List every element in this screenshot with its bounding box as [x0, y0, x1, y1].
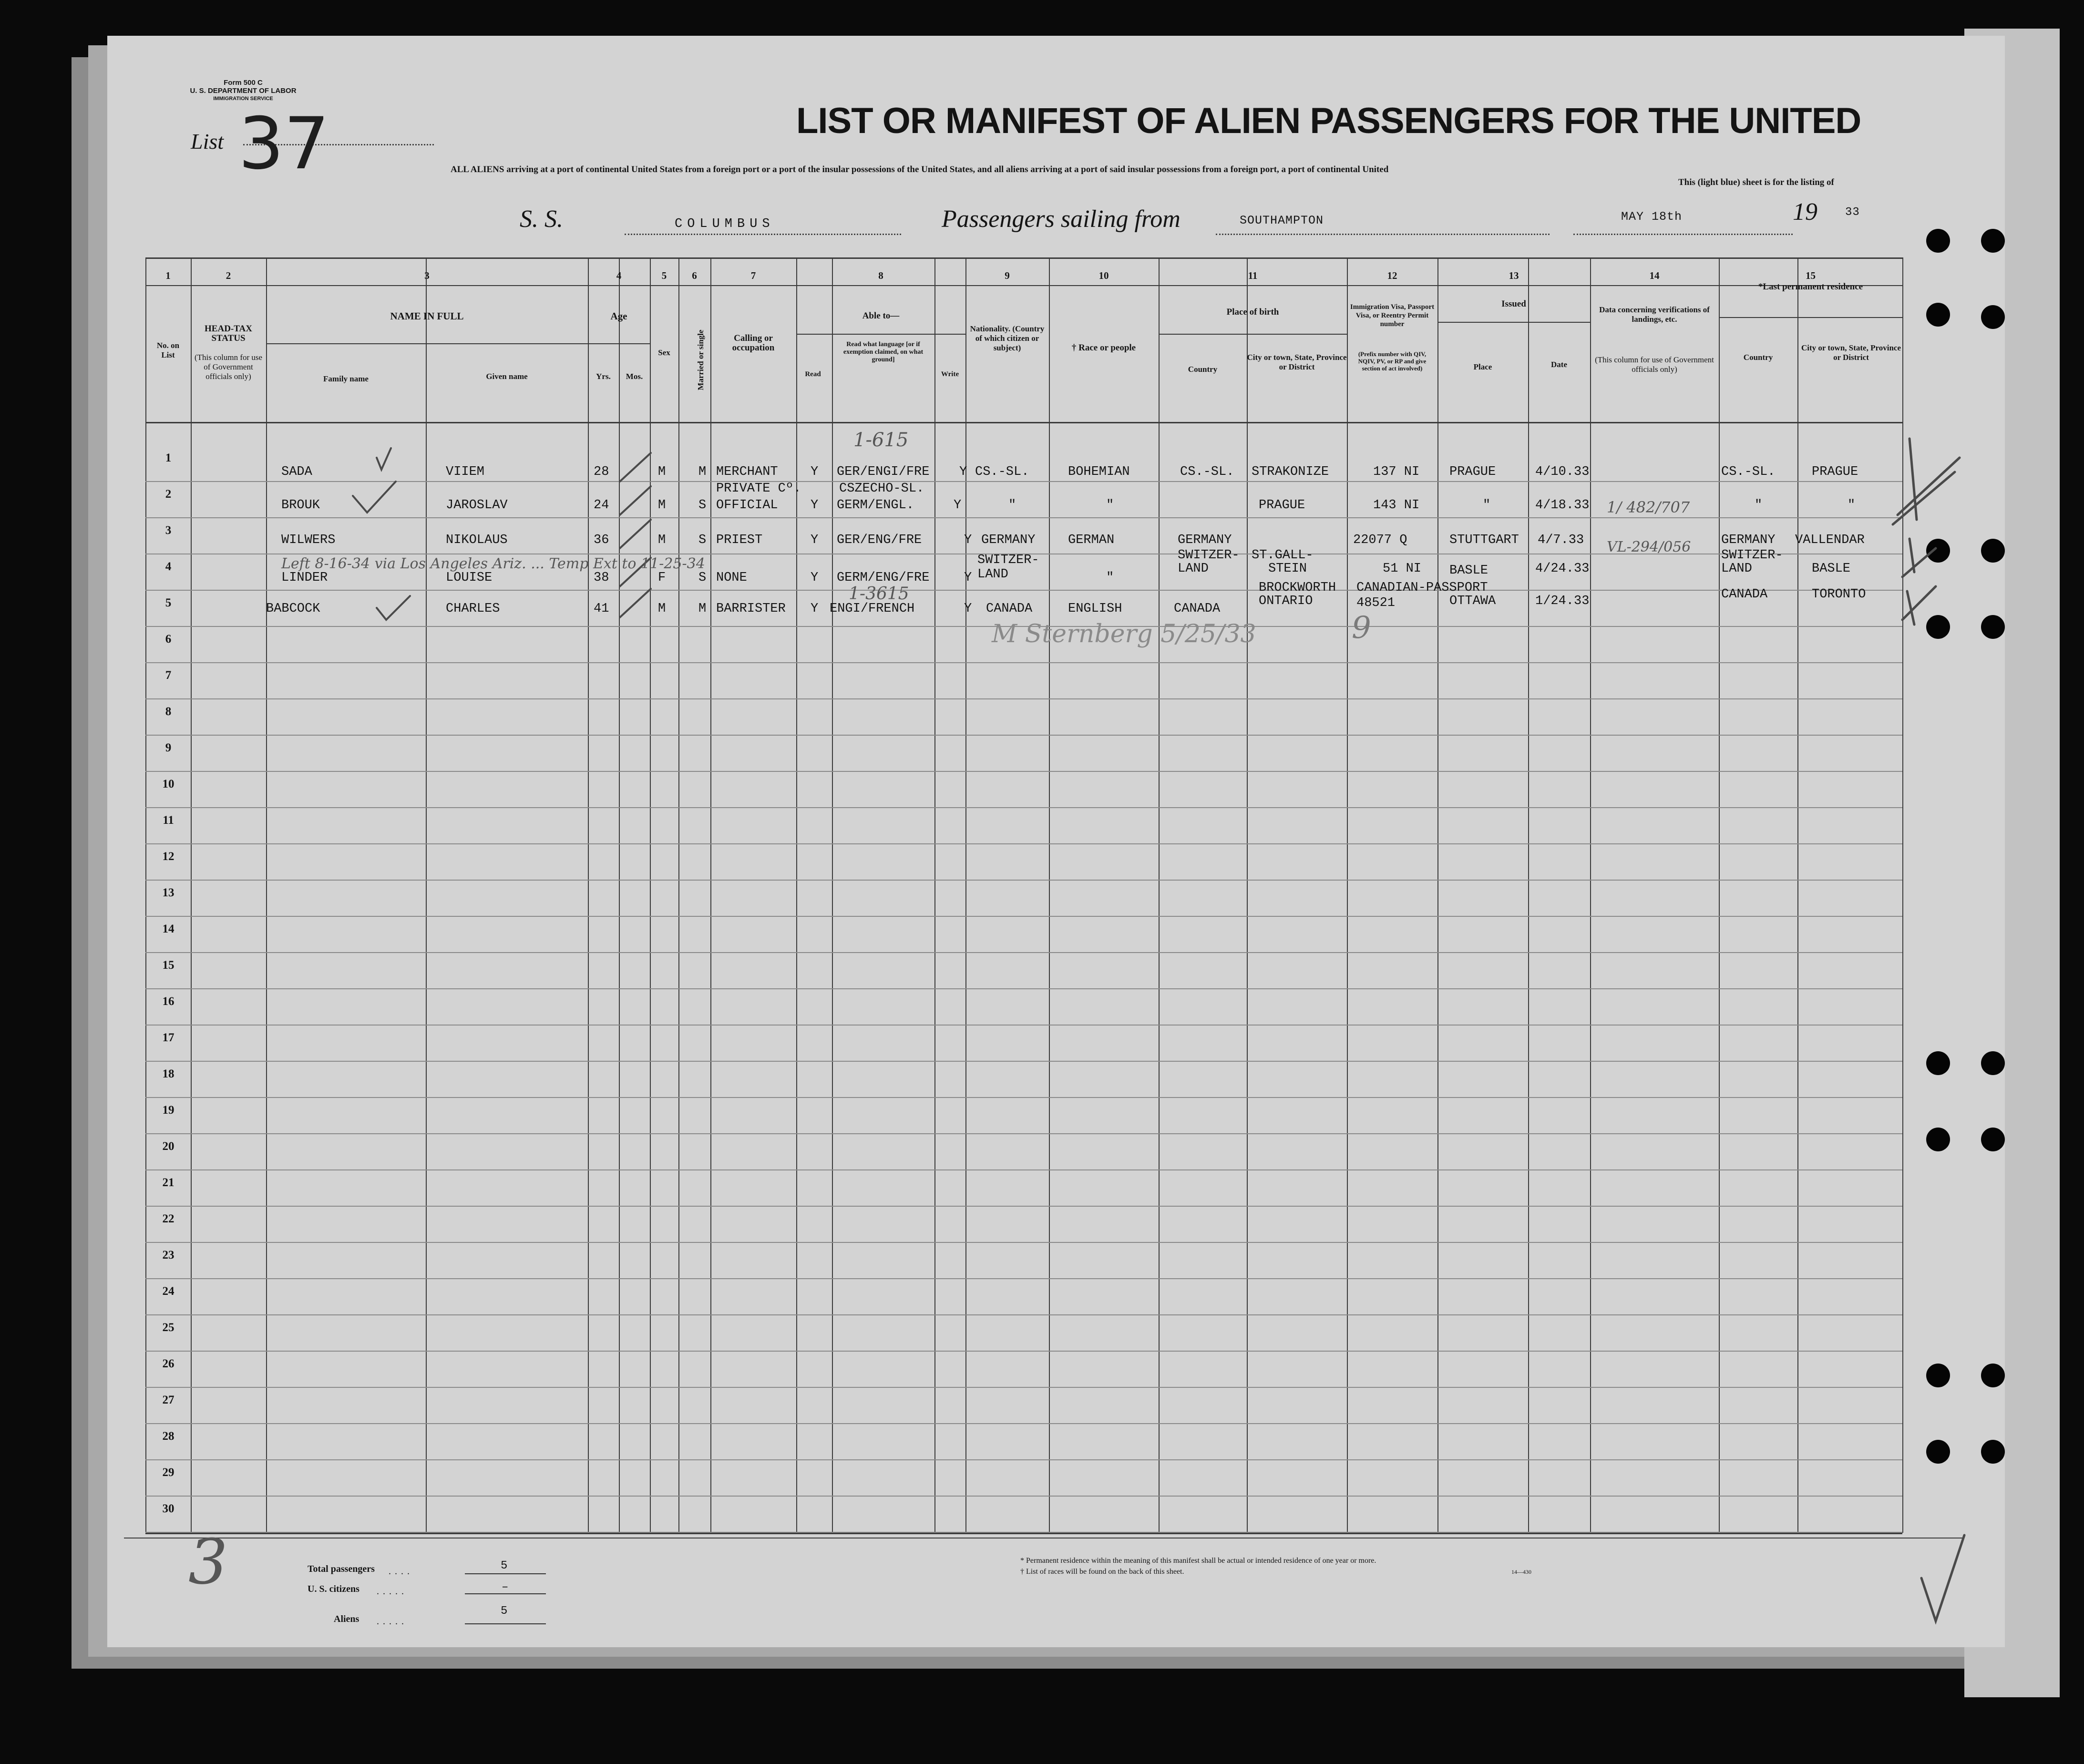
- ss-label: S. S.: [520, 205, 563, 233]
- row-number: 28: [162, 1430, 175, 1443]
- check-mark: [377, 596, 410, 620]
- hdr-able-to: Able to—: [862, 311, 900, 321]
- sailing-date: MAY 18th: [1621, 210, 1683, 224]
- age-yrs: 24: [594, 498, 609, 513]
- colnum-12: 12: [1387, 270, 1397, 281]
- family-name: BROUK: [281, 498, 320, 513]
- res-city: BASLE: [1812, 562, 1851, 576]
- hdr-read-language: Read what language [or if exemption claimed, on what ground]: [843, 341, 924, 363]
- footnote-residence: * Permanent residence within the meaning of this manifest shall be actual or intended residence of one year or more.: [1020, 1557, 1376, 1565]
- hdr-issued: Issued: [1501, 299, 1526, 309]
- read: Y: [811, 465, 819, 479]
- row-number: 9: [165, 741, 172, 754]
- visa: 51 NI: [1383, 562, 1422, 576]
- hdr-place-of-birth: Place of birth: [1226, 307, 1279, 317]
- hdr-nationality: Nationality. (Country of which citizen or subject): [970, 324, 1045, 352]
- calling: MERCHANT: [716, 465, 778, 479]
- subtitle-line1: ALL ALIENS arriving at a port of continental United States from a foreign port or a port of the insular possessions of the United States, and all aliens arriving at a port of said insular possessions from a foreign port, a port of continental United: [451, 164, 1389, 174]
- us-citizens-label: U. S. citizens: [308, 1584, 359, 1594]
- birth-city-line1: BROCKWORTH: [1259, 581, 1336, 595]
- row-number: 26: [162, 1357, 175, 1370]
- list-number: 37: [238, 103, 329, 185]
- res-city: TORONTO: [1812, 587, 1866, 602]
- colnum-13: 13: [1509, 270, 1519, 281]
- given-name: CHARLES: [446, 602, 500, 616]
- subtitle-line2: This (light blue) sheet is for the listing of: [1678, 177, 1834, 187]
- year-prefix: 19: [1793, 198, 1817, 226]
- birth-city-line1: ST.GALL-: [1252, 548, 1314, 563]
- birth-city: STEIN: [1268, 562, 1307, 576]
- sex: F: [658, 571, 666, 585]
- visa-line1: CANADIAN-PASSPORT: [1356, 581, 1488, 595]
- read: Y: [811, 498, 819, 513]
- hdr-visa: Immigration Visa, Passport Visa, or Reentry Permit number: [1350, 303, 1435, 328]
- row-number: 14: [162, 923, 175, 935]
- form-number: Form 500 C: [224, 79, 263, 87]
- visa: 48521: [1356, 596, 1396, 610]
- hdr-birth-country: Country: [1188, 365, 1218, 374]
- marital: M: [698, 465, 707, 479]
- row-number: 4: [165, 560, 172, 573]
- row-number: 13: [162, 886, 175, 899]
- family-name: SADA: [281, 465, 312, 479]
- hdr-name-in-full: NAME IN FULL: [390, 310, 464, 322]
- visa: 137 NI: [1373, 465, 1420, 479]
- hdr-issued-place: Place: [1473, 362, 1492, 371]
- res-country: CS.-SL.: [1721, 465, 1776, 479]
- colnum-2: 2: [226, 270, 231, 281]
- stamp-signature: M Sternberg 5/25/33: [992, 620, 1256, 648]
- nationality: CANADA: [986, 602, 1033, 616]
- hdr-married-or-single: Married or single: [696, 329, 705, 390]
- age-yrs: 41: [594, 602, 609, 616]
- row-number: 18: [162, 1067, 175, 1080]
- write: Y: [964, 533, 972, 547]
- race: GERMAN: [1068, 533, 1115, 547]
- row-number: 6: [165, 633, 172, 646]
- row-number: 8: [165, 705, 172, 718]
- age-yrs: 36: [594, 533, 609, 547]
- res-country: GERMANY: [1721, 533, 1776, 547]
- hdr-visa-note: (Prefix number with QIV, NQIV, PV, or RP and give section of act involved): [1358, 350, 1427, 372]
- handwritten-code-row1: 1-615: [853, 429, 909, 451]
- age-yrs: 28: [594, 465, 609, 479]
- calling: NONE: [716, 571, 747, 585]
- issued-place: PRAGUE: [1449, 465, 1496, 479]
- nationality: ": [1008, 498, 1016, 513]
- issued-place: STUTTGART: [1449, 533, 1519, 547]
- colnum-15: 15: [1806, 270, 1816, 281]
- language: GER/ENG/FRE: [837, 533, 922, 547]
- hdr-race: † Race or people: [1071, 343, 1136, 353]
- row-number: 27: [162, 1394, 175, 1406]
- row-number: 2: [165, 488, 172, 501]
- hdr-calling: Calling or occupation: [732, 333, 775, 353]
- hdr-res-city: City or town, State, Province or District: [1801, 343, 1901, 362]
- hdr-yrs: Yrs.: [596, 372, 611, 381]
- res-city: VALLENDAR: [1795, 533, 1865, 547]
- service: IMMIGRATION SERVICE: [213, 96, 273, 102]
- total-passengers-label: Total passengers: [308, 1564, 375, 1574]
- dot-leader: .....: [377, 1586, 408, 1597]
- hdr-sex: Sex: [658, 348, 670, 357]
- age-yrs: 38: [594, 571, 609, 585]
- calling-line1: PRIVATE Cº.: [716, 482, 801, 496]
- sailing-label: Passengers sailing from: [942, 205, 1181, 233]
- row-number: 23: [162, 1249, 175, 1261]
- issued-date: 1/24.33: [1535, 594, 1590, 608]
- calling: OFFICIAL: [716, 498, 778, 513]
- marital: S: [698, 533, 707, 547]
- row-number: 19: [162, 1104, 175, 1117]
- handwritten-verification-3: VL-294/056: [1607, 539, 1691, 555]
- write: Y: [959, 465, 967, 479]
- handwritten-nine: 9: [1352, 610, 1371, 646]
- hdr-head-tax-note: (This column for use of Government officials only): [194, 353, 263, 381]
- birth-city: ONTARIO: [1259, 594, 1313, 608]
- hdr-read: Read: [805, 370, 821, 378]
- given-name: NIKOLAUS: [446, 533, 508, 547]
- total-underline: [465, 1573, 546, 1574]
- hdr-family-name: Family name: [323, 374, 369, 383]
- row-number: 17: [162, 1031, 175, 1044]
- colnum-11: 11: [1248, 270, 1258, 281]
- hdr-given-name: Given name: [486, 372, 528, 381]
- visa: 143 NI: [1373, 498, 1420, 513]
- colnum-5: 5: [661, 270, 667, 281]
- res-city: PRAGUE: [1812, 465, 1858, 479]
- row-number: 1: [165, 451, 172, 464]
- aliens-value: 5: [501, 1605, 508, 1618]
- issued-place: ": [1483, 498, 1491, 513]
- write: Y: [954, 498, 962, 513]
- hdr-age: Age: [610, 310, 627, 322]
- colnum-3: 3: [424, 270, 430, 281]
- hdr-mos: Mos.: [626, 372, 643, 381]
- row-number: 20: [162, 1140, 175, 1153]
- row-number: 5: [165, 596, 172, 609]
- handwritten-row3-note: Left 8-16-34 via Los Angeles Ariz. ... Temp Ext to 11-25-34: [281, 555, 705, 572]
- row-number: 24: [162, 1285, 175, 1298]
- colnum-8: 8: [878, 270, 883, 281]
- dot-leader: .....: [377, 1616, 408, 1627]
- hdr-verifications-note: (This column for use of Government officials only): [1595, 355, 1714, 374]
- marital: S: [698, 571, 707, 585]
- hdr-write: Write: [941, 370, 959, 378]
- birth-country: CS.-SL.: [1180, 465, 1234, 479]
- given-name: JAROSLAV: [446, 498, 508, 513]
- issued-place: BASLE: [1449, 564, 1489, 578]
- ship-name: COLUMBUS: [675, 217, 775, 231]
- row-number: 10: [162, 778, 175, 790]
- hdr-issued-date: Date: [1551, 360, 1567, 369]
- row-number: 11: [163, 814, 174, 827]
- language: GERM/ENG/FRE: [837, 571, 930, 585]
- marital: S: [698, 498, 707, 513]
- hdr-no-on-list: No. on List: [156, 341, 180, 359]
- handwritten-code-row4: 1-3615: [849, 584, 909, 604]
- issued-date: 4/18.33: [1535, 498, 1590, 513]
- birth-country-line1: SWITZER-: [1178, 548, 1240, 563]
- write: Y: [964, 602, 972, 616]
- language: GERM/ENGL.: [837, 498, 914, 513]
- colnum-14: 14: [1649, 270, 1660, 281]
- issued-date: 4/24.33: [1535, 562, 1590, 576]
- colnum-9: 9: [1005, 270, 1010, 281]
- race: ": [1106, 498, 1114, 513]
- total-passengers-value: 5: [501, 1559, 508, 1572]
- res-city: ": [1848, 498, 1856, 513]
- marital: M: [698, 602, 707, 616]
- row-number: 25: [162, 1321, 175, 1334]
- calling: BARRISTER: [716, 602, 786, 616]
- family-name: BABCOCK: [266, 602, 320, 616]
- row-number: 22: [162, 1212, 175, 1225]
- colnum-10: 10: [1098, 270, 1109, 281]
- check-mark: [353, 482, 396, 513]
- handwritten-verification-1: 1/ 482/707: [1607, 498, 1690, 516]
- birth-country: CANADA: [1174, 602, 1221, 616]
- sex: M: [658, 602, 666, 616]
- language-line1: CSZECHO-SL.: [839, 482, 924, 496]
- sex: M: [658, 498, 666, 513]
- language: GER/ENGI/FRE: [837, 465, 930, 479]
- handwritten-bottom-number: 3: [188, 1526, 228, 1598]
- nationality-line1: SWITZER-: [977, 553, 1039, 567]
- res-country-line1: SWITZER-: [1721, 548, 1783, 563]
- race: BOHEMIAN: [1068, 465, 1130, 479]
- hdr-head-tax: HEAD-TAX STATUS: [205, 324, 252, 343]
- colnum-1: 1: [165, 270, 171, 281]
- row-number: 30: [162, 1502, 175, 1515]
- aliens-label: Aliens: [334, 1614, 359, 1624]
- race: ENGLISH: [1068, 602, 1122, 616]
- port-name: SOUTHAMPTON: [1240, 214, 1324, 227]
- department: U. S. DEPARTMENT OF LABOR: [190, 87, 297, 95]
- list-label: List: [191, 129, 224, 154]
- row-number: 21: [162, 1176, 175, 1189]
- footnote-races: † List of races will be found on the back of this sheet.: [1020, 1568, 1184, 1576]
- sex: M: [658, 533, 666, 547]
- birth-city: STRAKONIZE: [1252, 465, 1329, 479]
- family-name: WILWERS: [281, 533, 336, 547]
- birth-country: GERMANY: [1178, 533, 1232, 547]
- birth-country: LAND: [1178, 562, 1209, 576]
- row-number: 12: [162, 850, 175, 863]
- dot-leader: ....: [389, 1566, 413, 1577]
- colnum-7: 7: [750, 270, 756, 281]
- nationality: GERMANY: [981, 533, 1036, 547]
- form-code: 14—430: [1511, 1569, 1531, 1575]
- read: Y: [811, 602, 819, 616]
- write: Y: [964, 571, 972, 585]
- calling: PRIEST: [716, 533, 763, 547]
- res-country: LAND: [1721, 562, 1752, 576]
- res-country: CANADA: [1721, 587, 1768, 602]
- row-number: 3: [165, 524, 172, 537]
- birth-city: PRAGUE: [1259, 498, 1305, 513]
- row-number: 15: [162, 959, 175, 972]
- hdr-verifications: Data concerning verifications of landings, etc.: [1599, 305, 1710, 324]
- visa: 22077 Q: [1353, 533, 1407, 547]
- year-suffix: 33: [1845, 206, 1860, 219]
- manifest-title: LIST OR MANIFEST OF ALIEN PASSENGERS FOR THE UNITED: [796, 101, 1861, 141]
- row-number: 7: [165, 669, 172, 682]
- hdr-last-residence: *Last permanent residence: [1758, 282, 1863, 292]
- nationality: CS.-SL.: [975, 465, 1029, 479]
- read: Y: [811, 571, 819, 585]
- sex: M: [658, 465, 666, 479]
- issued-place: OTTAWA: [1449, 594, 1496, 608]
- nationality: LAND: [977, 567, 1008, 582]
- given-name: VIIEM: [446, 465, 485, 479]
- check-mark: [377, 448, 391, 470]
- res-country: ": [1755, 498, 1763, 513]
- race: ": [1106, 571, 1114, 585]
- read: Y: [811, 533, 819, 547]
- hdr-res-country: Country: [1743, 353, 1773, 362]
- us-citizens-value: –: [502, 1581, 509, 1594]
- issued-date: 4/7.33: [1538, 533, 1584, 547]
- family-name: LINDER: [281, 571, 328, 585]
- aliens-underline: [465, 1623, 546, 1624]
- colnum-6: 6: [692, 270, 697, 281]
- row-number: 16: [162, 995, 175, 1008]
- issued-date: 4/10.33: [1535, 465, 1590, 479]
- row-number: 29: [162, 1466, 175, 1479]
- given-name: LOUISE: [446, 571, 493, 585]
- hdr-birth-city: City or town, State, Province or District: [1247, 353, 1347, 371]
- language: ENGI/FRENCH: [830, 602, 915, 616]
- colnum-4: 4: [616, 270, 622, 281]
